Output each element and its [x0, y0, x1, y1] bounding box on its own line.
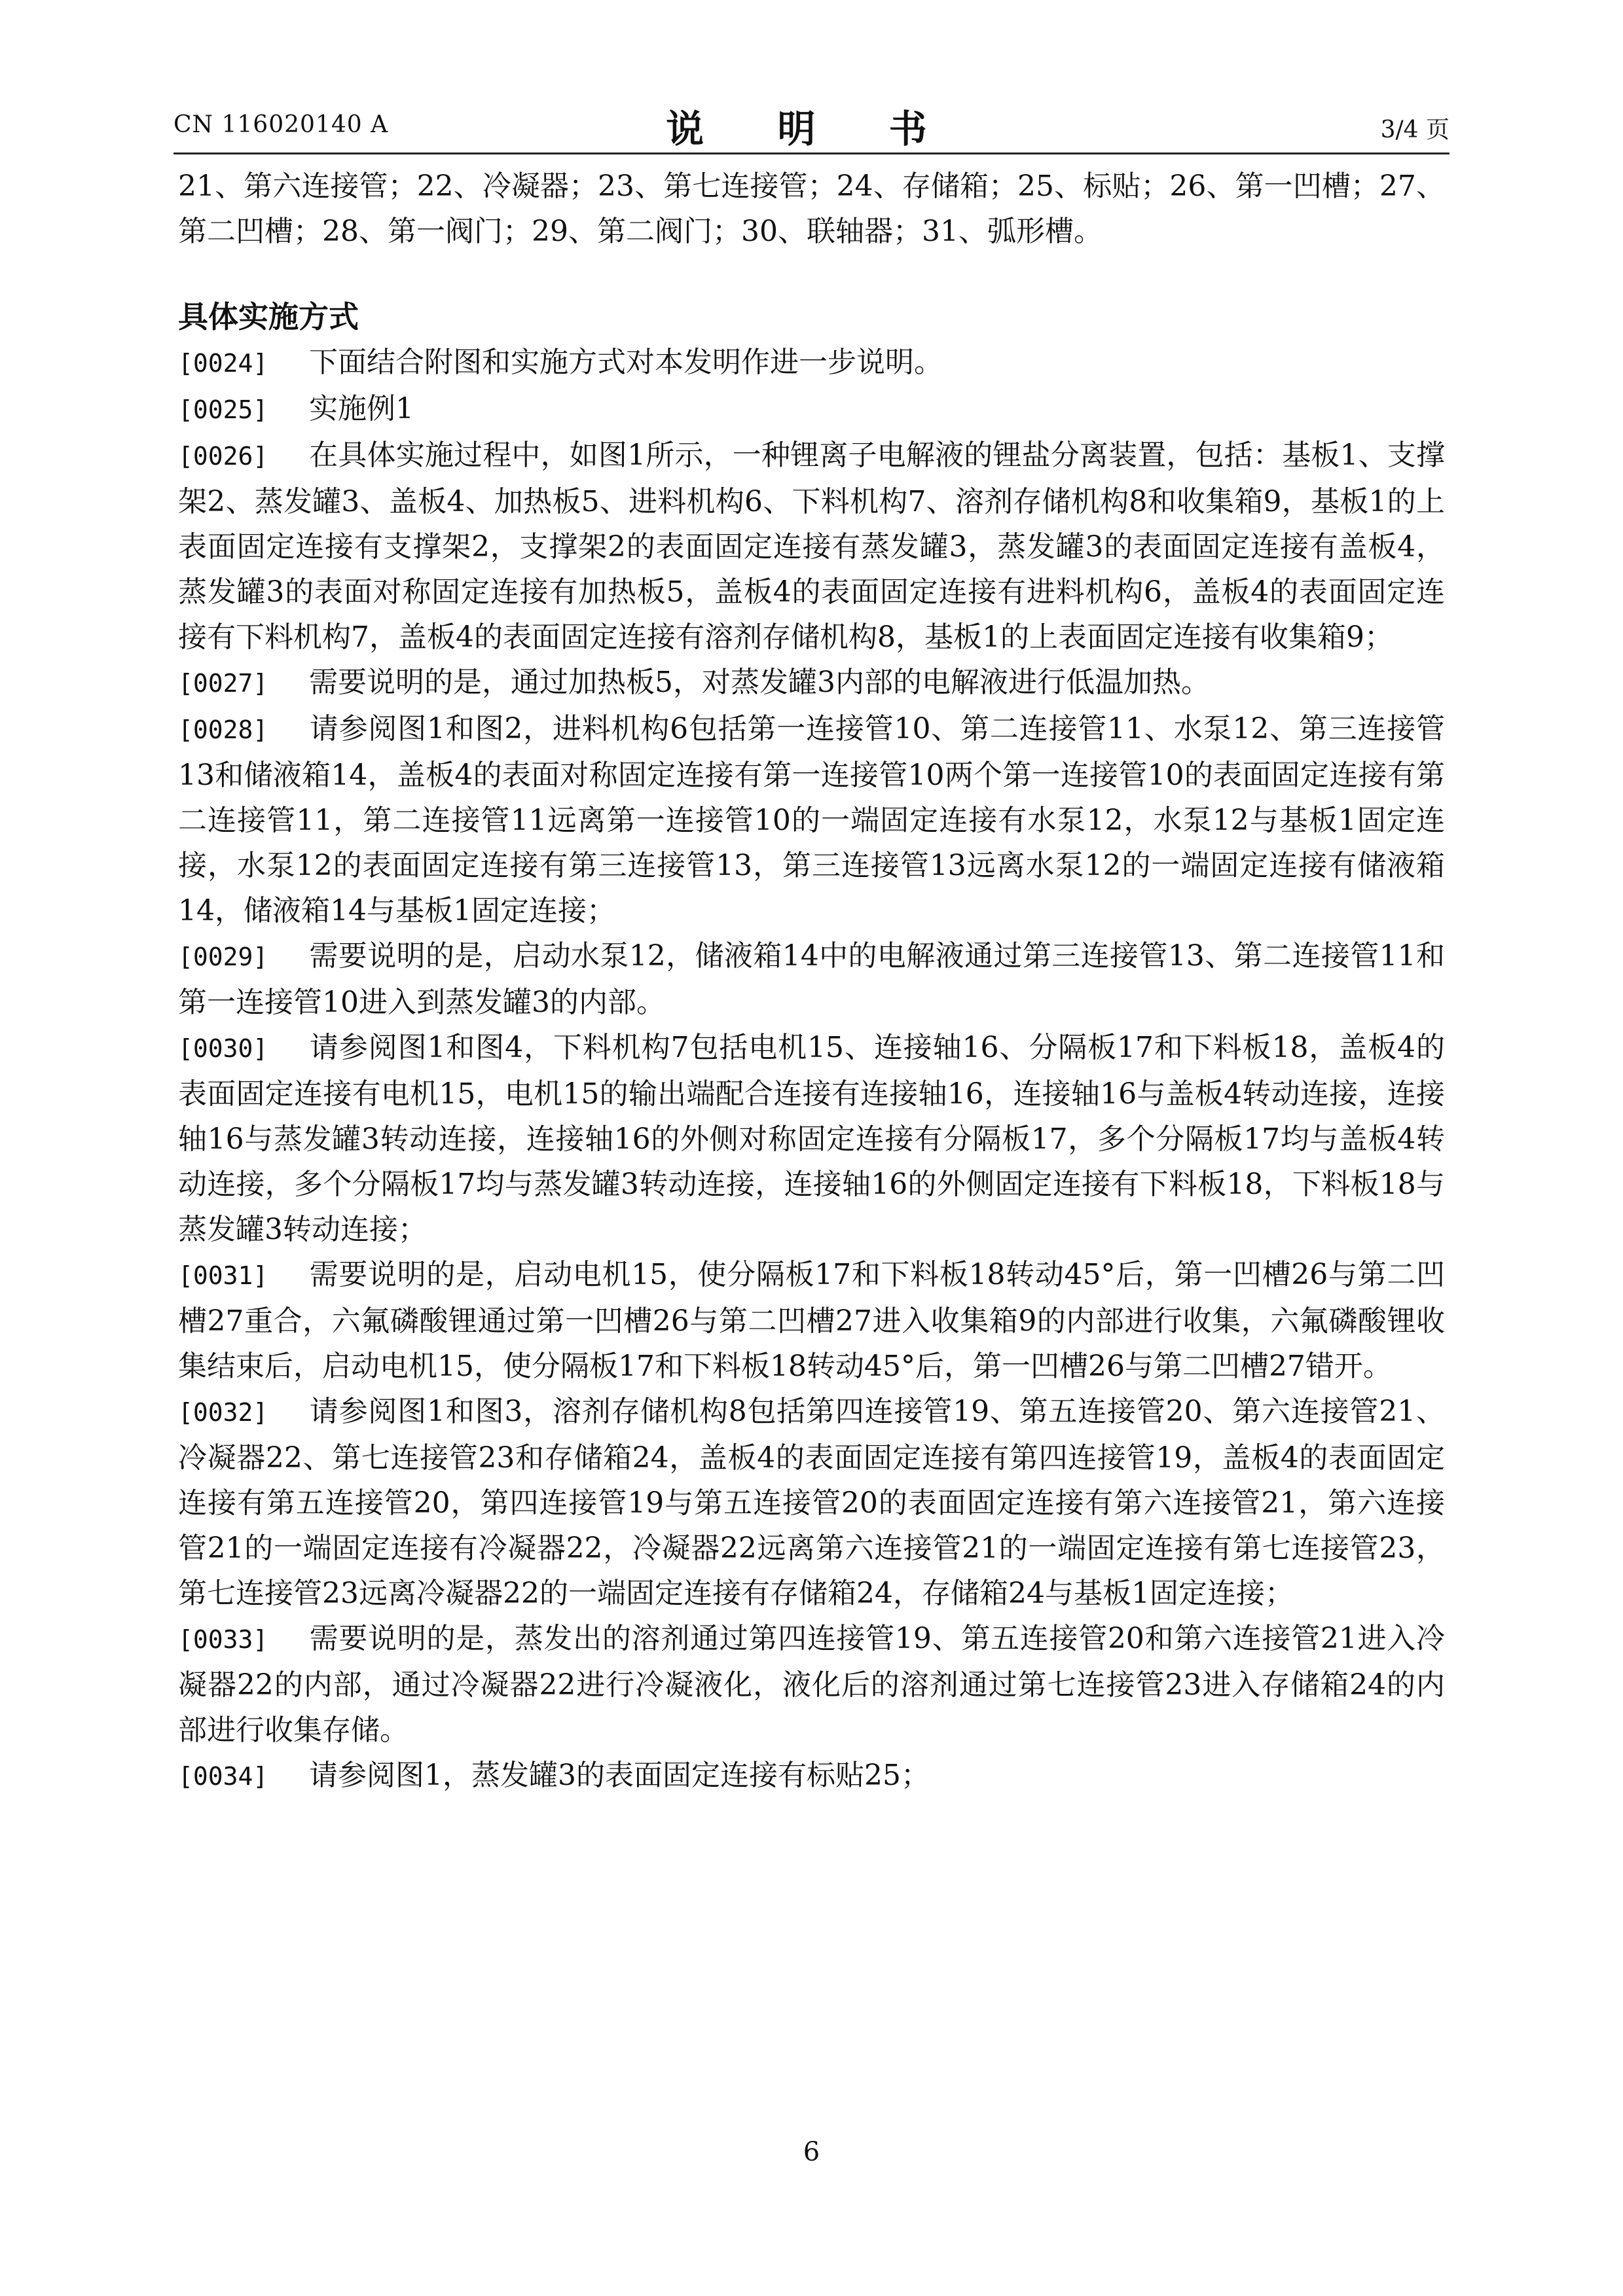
header-divider — [173, 152, 1450, 154]
paragraph-number: [0033] — [178, 1625, 268, 1654]
paragraph-text: 需要说明的是，蒸发出的溶剂通过第四连接管19、第五连接管20和第六连接管21进入冷凝器22的内部，通过冷凝器22进行冷凝液化，液化后的溶剂通过第七连接管23进入存储箱24的内部进行收集存储。 — [178, 1622, 1445, 1747]
paragraph-number: [0026] — [178, 442, 268, 471]
paragraph-0030 — [178, 1025, 1445, 1252]
publication-number: CN 116020140 A — [173, 111, 389, 138]
paragraph-text: 需要说明的是，启动水泵12，储液箱14中的电解液通过第三连接管13、第二连接管11和第一连接管10进入到蒸发罐3的内部。 — [178, 939, 1445, 1019]
paragraph-text: 下面结合附图和实施方式对本发明作进一步说明。 — [309, 346, 943, 379]
paragraph-0032 — [178, 1389, 1445, 1616]
paragraph-0034 — [178, 1753, 1445, 1799]
paragraph-number: [0025] — [178, 395, 268, 424]
paragraph-text: 实施例1 — [309, 392, 414, 425]
page-number: 6 — [803, 2137, 820, 2167]
paragraph-number: [0028] — [178, 715, 268, 744]
paragraph-number: [0024] — [178, 349, 268, 378]
paragraph-0026 — [178, 433, 1445, 660]
paragraph-0028 — [178, 706, 1445, 933]
paragraph-number: [0031] — [178, 1261, 268, 1290]
paragraph-number: [0030] — [178, 1034, 268, 1063]
paragraph-text: 在具体实施过程中，如图1所示，一种锂离子电解液的锂盐分离装置，包括：基板1、支撑架2、蒸发罐3、盖板4、加热板5、进料机构6、下料机构7、溶剂存储机构8和收集箱9，基板1的上表面固定连接有支撑架2，支撑架2的表面固定连接有蒸发罐3，蒸发罐3的表面固定连接有盖板4，蒸发罐3的表面对称固定连接有加热板5，盖板4的表面固定连接有进料机构6，盖板4的表面固定连接有下料机构7，盖板4的表面固定连接有溶剂存储机构8，基板1的上表面固定连接有收集箱9； — [178, 439, 1445, 654]
paragraph-text: 请参阅图1，蒸发罐3的表面固定连接有标贴25； — [309, 1759, 930, 1792]
paragraph-text: 请参阅图1和图4，下料机构7包括电机15、连接轴16、分隔板17和下料板18，盖板4的表面固定连接有电机15，电机15的输出端配合连接有连接轴16，连接轴16与盖板4转动连接，连接轴16与蒸发罐3转动连接，连接轴16的外侧对称固定连接有分隔板17，多个分隔板17均与盖板4转动连接，多个分隔板17均与蒸发罐3转动连接，连接轴16的外侧固定连接有下料板18，下料板18与蒸发罐3转动连接； — [178, 1031, 1445, 1246]
paragraph-0029 — [178, 933, 1445, 1025]
page-header — [173, 98, 1450, 151]
paragraph-number: [0027] — [178, 669, 268, 698]
paragraph-number: [0034] — [178, 1762, 268, 1791]
paragraph-number: [0029] — [178, 942, 268, 971]
paragraph-text: 请参阅图1和图3，溶剂存储机构8包括第四连接管19、第五连接管20、第六连接管21、冷凝器22、第七连接管23和存储箱24，盖板4的表面固定连接有第四连接管19，盖板4的表面固定连接有第五连接管20，第四连接管19与第五连接管20的表面固定连接有第六连接管21，第六连接管21的一端固定连接有冷凝器22，冷凝器22远离第六连接管21的一端固定连接有第七连接管23，第七连接管23远离冷凝器22的一端固定连接有存储箱24，存储箱24与基板1固定连接； — [178, 1395, 1445, 1610]
document-body — [178, 164, 1445, 1799]
paragraph-0031 — [178, 1252, 1445, 1389]
paragraph-0027 — [178, 660, 1445, 706]
paragraph-0025 — [178, 386, 1445, 433]
paragraph-0033 — [178, 1616, 1445, 1753]
paragraph-text: 请参阅图1和图2，进料机构6包括第一连接管10、第二连接管11、水泵12、第三连接管13和储液箱14，盖板4的表面对称固定连接有第一连接管10两个第一连接管10的表面固定连接有第二连接管11，第二连接管11远离第一连接管10的一端固定连接有水泵12，水泵12与基板1固定连接，水泵12的表面固定连接有第三连接管13，第三连接管13远离水泵12的一端固定连接有储液箱14，储液箱14与基板1固定连接； — [178, 712, 1445, 927]
paragraph-text: 需要说明的是，通过加热板5，对蒸发罐3内部的电解液进行低温加热。 — [309, 666, 1210, 699]
section-heading: 具体实施方式 — [178, 299, 359, 334]
document-title: 说 明 书 — [666, 107, 957, 151]
paragraph-text: 需要说明的是，启动电机15，使分隔板17和下料板18转动45°后，第一凹槽26与第二凹槽27重合，六氟磷酸锂通过第一凹槽26与第二凹槽27进入收集箱9的内部进行收集，六氟磷酸锂收集结束后，启动电机15，使分隔板17和下料板18转动45°后，第一凹槽26与第二凹槽27错开。 — [178, 1258, 1445, 1383]
intro-text: 21、第六连接管；22、冷凝器；23、第七连接管；24、存储箱；25、标贴；26、第一凹槽；27、第二凹槽；28、第一阀门；29、第二阀门；30、联轴器；31、弧形槽。 — [178, 170, 1445, 248]
page-indicator: 3/4 页 — [1380, 117, 1450, 143]
paragraph-0024 — [178, 340, 1445, 386]
paragraph-number: [0032] — [178, 1398, 268, 1427]
